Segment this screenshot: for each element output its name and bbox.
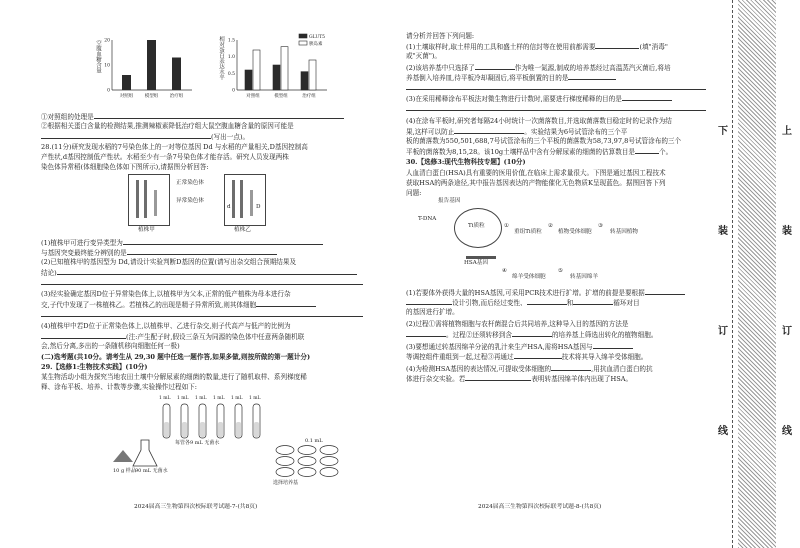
page-7-footer: 2024届高三生物第四次校际联考试题-7-(共8页) (134, 504, 258, 510)
category-label: 治疗组 (302, 94, 316, 99)
petri-dish (276, 446, 294, 455)
petri-dish (276, 457, 294, 466)
category-label: 对照组 (119, 94, 134, 99)
petri-dish (320, 446, 338, 455)
blood-glucose-chart (92, 30, 202, 108)
chromosome (232, 180, 235, 218)
q29-1: (1)土壤取样时,取土样用的工具和盛土样的信封等在使用前都需要 (填"消毒" (406, 43, 668, 51)
plant-b-cell (224, 174, 266, 226)
ti-plasmid-label: Ti质粒 (468, 223, 485, 229)
legend-label: GLUT5 (309, 35, 325, 40)
sample-label: 10 g 样品 (113, 468, 136, 474)
q30-3: (3)要想通过转基因绵羊分泌的乳汁来生产HSA,需将HSA基因与 (406, 342, 633, 352)
bar-胰岛素 (253, 50, 260, 90)
q30-1c: 的基因进行扩增。 (406, 308, 459, 316)
protein-expression-chart (215, 30, 355, 108)
binding-word: 下 (718, 126, 728, 137)
step4: ④ (502, 268, 508, 274)
gene-D-label: D (256, 204, 261, 210)
q29-1b: 或"灭菌")。 (406, 52, 442, 60)
flask (133, 440, 157, 466)
bar-胰岛素 (281, 47, 288, 90)
bar-GLUT5 (245, 70, 252, 90)
bar-GLUT5 (301, 72, 308, 90)
q28-2b: 结论) (41, 268, 357, 278)
q29-4d: 平板的菌落数为8,15,28。该10g土壤样品中含有分解尿素的细菌的估算数目是 个。 (406, 148, 673, 156)
binding-word: 上 (782, 126, 792, 137)
bar (147, 40, 156, 90)
category-label: 对照组 (246, 94, 260, 99)
chromosome (144, 180, 147, 218)
category-label: 模型组 (144, 94, 159, 99)
bar (122, 75, 131, 90)
volume-label: 1 mL (177, 396, 189, 401)
petri-dish (298, 446, 316, 455)
tube-liquid (164, 422, 169, 437)
tick-label: 10 (104, 63, 110, 69)
q28-line-3: 染色体异常稻(体细胞染色体如下图所示),请据图分析回答: (41, 163, 209, 171)
q27-line-3: (写出一点)。 (41, 132, 249, 142)
binding-word: 装 (782, 226, 792, 237)
step5: ⑤ (558, 268, 564, 274)
q28-2c (41, 278, 363, 288)
petri-dish (320, 457, 338, 466)
q30-4: (4)为检测HSA基因的表达情况,可提取受体细胞的 ,用抗血清白蛋白的抗 (406, 365, 653, 373)
tick-label: 0 (107, 88, 110, 94)
medium-label: 选择培养基 (273, 480, 299, 486)
q30-4b: 体进行杂交实验。若 表明转基因绵羊体内出现了HSA。 (406, 375, 633, 383)
caption-plant-a: 植株甲 (138, 227, 155, 233)
q28-3b: 交,子代中发现了一株植株乙。若植株乙的出现是精子异常所致,则其体细胞 (41, 300, 316, 310)
hatched-margin (738, 0, 776, 548)
volume-label: 1 mL (249, 396, 261, 401)
caption-plant-b: 植株乙 (234, 227, 251, 233)
binding-word: 订 (718, 326, 728, 337)
step2: ② (548, 223, 554, 229)
petri-dish (276, 468, 294, 477)
q28-1: (1)植株甲可进行变异类型为 (41, 238, 323, 248)
chart1-ylabel: 空腹血糖含量 (95, 40, 101, 73)
tube-liquid (218, 422, 223, 437)
q29-prompt: 请分析并回答下列问题: (406, 32, 475, 40)
q29-2c (406, 83, 706, 93)
category-label: 治疗组 (169, 94, 184, 99)
page-7 (0, 0, 388, 548)
cut-line (732, 0, 733, 548)
volume-label: 1 mL (231, 396, 243, 401)
bar (172, 58, 181, 91)
q29-4b: 果,这样可以防止 。实验结果为6号试管涂布的三个平 (406, 128, 628, 136)
water9-label: 每管各9 mL 无菌水 (175, 440, 220, 446)
chromosome (240, 180, 243, 218)
gene-d-label: d (227, 204, 231, 210)
q29-4: (4)在涂布平板时,研究者每隔24小时统计一次菌落数目,并选取菌落数目稳定时的记录作为结 (406, 117, 672, 125)
tick-label: 0.5 (227, 71, 235, 77)
binding-word: 订 (782, 326, 792, 337)
dilution-diagram (105, 392, 365, 488)
binding-strip (718, 0, 800, 548)
q28-4c: 会,然后分离,多出的一条随机移向细胞任何一极) (41, 342, 180, 350)
q27-line-2: ②根据相关蛋白含量的检测结果,推测辣椒素降低治疗组大鼠空腹血糖含量的原因可能是 (41, 122, 294, 130)
bar-胰岛素 (309, 60, 316, 90)
transgenic-sheep-label: 转基因绵羊 (570, 274, 598, 280)
petri-dish (298, 468, 316, 477)
plant-cell-label: 植物受体细胞 (558, 229, 592, 235)
vol-01: 0.1 mL (305, 438, 323, 444)
bar-GLUT5 (273, 65, 280, 90)
gene-engineering-diagram (418, 198, 698, 286)
chromosome (136, 180, 139, 218)
plant-a-cell (128, 174, 170, 226)
q28-4b: (注:产生配子时,假设三条互为同源的染色体中任意两条随机联 (41, 332, 304, 342)
label-normal-chromosome: 正常染色体 (176, 180, 204, 186)
q29-line-1: 某生物活动小组为探究当地农田土壤中分解尿素的细菌的数量,进行了随机取样、系列梯度稀 (41, 373, 307, 381)
q29-2b: 养基倒入培养皿,待平板冷却凝固后,将平板倒置的目的是 (406, 73, 616, 83)
reporter-gene-label: 报告基因 (438, 198, 461, 204)
volume-label: 1 mL (213, 396, 225, 401)
q30-line-1: 人血清白蛋白(HSA)具有重要的医用价值,在临床上需求量很大。下图是通过基因工程技术 (406, 169, 666, 177)
q30-3b: 等调控组件重组到一起,过程③再通过 技术将其导入绵羊受体细胞。 (406, 353, 648, 361)
sheep-cell-label: 绵羊受体细胞 (512, 274, 546, 280)
binding-word: 线 (718, 426, 728, 437)
q29-title: 29.【选修1:生物技术实践】(10分) (41, 363, 148, 371)
legend-swatch (299, 41, 307, 45)
water90-label: 90 mL 无菌水 (135, 468, 168, 474)
q30-2b: 。过程②还须转移到含 的培养基上筛选出转化的植物细胞。 (406, 330, 657, 340)
tube-liquid (182, 422, 187, 437)
q30-1b: 设计引物,而后经过变性、 和 循环对目 (406, 298, 640, 308)
q29-3b (406, 104, 706, 114)
q29-4c: 板的菌落数为550,501,688,7号试管涂布的三个平板的菌落数为58,73,97,8号试管涂布的三个 (406, 137, 682, 145)
q30-title: 30.【选修3:现代生物科技专题】(10分) (406, 158, 526, 166)
soil-sample (113, 450, 133, 462)
q28-2: (2)已知植株甲的基因型为 Dd,请设计实验判断D基因的位置(请写出杂交组合预期结果及 (41, 258, 297, 266)
chromosome-figure (128, 174, 274, 236)
hsa-gene-bar (466, 256, 496, 259)
category-label: 模型组 (274, 94, 288, 99)
volume-label: 1 mL (159, 396, 171, 401)
q30-line-2: 获取HSA的两条途径,其中报告基因表达的产物能催化无色物质K呈现蓝色。据图回答下列 (406, 179, 666, 187)
tube-liquid (254, 422, 259, 437)
q28-1b: 与基因突变最终能分辨别的是 (41, 248, 277, 258)
q28-3c (41, 310, 363, 320)
transgenic-plant-label: 转基因植物 (610, 229, 638, 235)
q30-1: (1)若要体外获得大量的HSA基因,可采用PCR技术进行扩增。扩增的前提是要根据 (406, 288, 685, 298)
tdna-label: T-DNA (418, 216, 437, 222)
tick-label: 20 (104, 38, 110, 44)
tube-liquid (200, 422, 205, 437)
q27-line-1: ①对照组的处理是 (41, 112, 344, 122)
legend-label: 胰岛素 (309, 42, 323, 47)
petri-dish (298, 457, 316, 466)
q29-2: (2)该培养基中只选择了 作为唯一氮源,制成的培养基经过高温蒸汽灭菌后,将培 (406, 64, 671, 72)
binding-word: 线 (782, 426, 792, 437)
chart2-ylabel: 相对蛋白表达水平 (218, 36, 224, 80)
petri-dish (320, 468, 338, 477)
step3: ③ (598, 223, 604, 229)
q30-line-3: 问题: (406, 189, 422, 197)
step1: ① (504, 223, 510, 229)
page-8-footer: 2024届高三生物第四次校际联考试题-8-(共8页) (478, 504, 602, 510)
tube-liquid (236, 422, 241, 437)
hsa-gene-label: HSA基因 (464, 260, 488, 266)
tick-label: 0 (232, 88, 235, 94)
legend-swatch (299, 34, 307, 38)
q28-line-1: 28.(11分)研究发现水稻的7号染色体上的一对等位基因 Dd 与水稻的产量相关,D基因控制高 (41, 143, 308, 151)
binding-word: 装 (718, 226, 728, 237)
chromosome (154, 190, 157, 216)
q30-2: (2)过程①需将植物细胞与农杆菌混合后共同培养,这种导入目的基因的方法是 (406, 320, 629, 328)
label-abnormal-chromosome: 异常染色体 (176, 198, 204, 204)
chromosome (250, 190, 253, 216)
q28-4: (4)植株甲中若D位于正常染色体上,以植株甲、乙进行杂交,则子代高产与低产的比例为 (41, 322, 291, 330)
page-8 (388, 0, 718, 548)
q28-3: (3)经实验确定基因D位于异常染色体上,以植株甲为父本,正常的低产植株为母本进行杂 (41, 290, 291, 298)
volume-label: 1 mL (195, 396, 207, 401)
section-elective-heading: (二)选考题(共10分。请考生从 29,30 题中任选一题作答,如果多做,则按所做的第一题计分) (41, 353, 311, 361)
tick-label: 1.0 (227, 55, 235, 61)
q29-3: (3)在采用稀释涂布平板法对微生物进行计数时,需要进行梯度稀释的目的是 (406, 94, 672, 104)
q29-line-2: 释、涂布平板、培养、计数等步骤,实验操作过程如下: (41, 383, 197, 391)
q28-line-2: 产性状,d基因控制低产性状。水稻至少有一条7号染色体才能存活。研究人员发现两株 (41, 153, 289, 161)
tick-label: 1.5 (227, 38, 235, 44)
recombinant-ti-label: 重组Ti质粒 (514, 229, 542, 235)
